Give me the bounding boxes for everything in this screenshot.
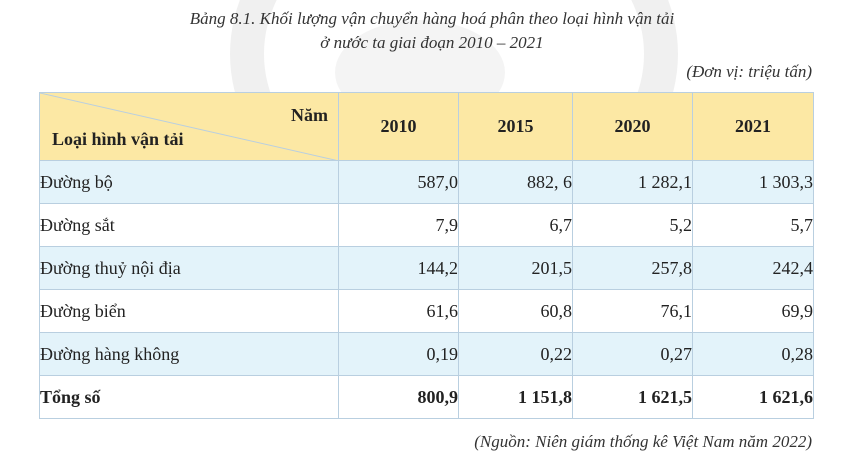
header-year-2010: 2010 bbox=[339, 93, 459, 161]
header-year-2021: 2021 bbox=[693, 93, 814, 161]
table-row bbox=[40, 333, 814, 376]
header-year-label: Năm bbox=[291, 105, 328, 125]
header-corner-cell bbox=[40, 93, 339, 161]
header-year-2020: 2020 bbox=[573, 93, 693, 161]
row-label: Đường bộ bbox=[40, 161, 339, 204]
table-row-total bbox=[40, 376, 814, 419]
cell-value: 0,22 bbox=[459, 333, 573, 376]
cell-value: 1 282,1 bbox=[573, 161, 693, 204]
cell-value: 60,8 bbox=[459, 290, 573, 333]
table-row bbox=[40, 161, 814, 204]
table-row bbox=[40, 204, 814, 247]
row-label: Đường biển bbox=[40, 290, 339, 333]
source-note: (Nguồn: Niên giám thống kê Việt Nam năm 2022) bbox=[474, 432, 812, 451]
table-title-line2: ở nước ta giai đoạn 2010 – 2021 bbox=[320, 33, 544, 52]
freight-table bbox=[39, 92, 814, 419]
cell-value: 61,6 bbox=[339, 290, 459, 333]
cell-value: 6,7 bbox=[459, 204, 573, 247]
cell-value: 882, 6 bbox=[459, 161, 573, 204]
cell-value: 257,8 bbox=[573, 247, 693, 290]
cell-value: 587,0 bbox=[339, 161, 459, 204]
cell-value: 1 621,6 bbox=[693, 376, 814, 419]
table-row bbox=[40, 247, 814, 290]
cell-value: 76,1 bbox=[573, 290, 693, 333]
table-title-line1: Bảng 8.1. Khối lượng vận chuyển hàng hoá phân theo loại hình vận tải bbox=[189, 9, 675, 28]
diagonal-divider bbox=[40, 93, 339, 161]
cell-value: 5,2 bbox=[573, 204, 693, 247]
cell-value: 242,4 bbox=[693, 247, 814, 290]
header-row bbox=[40, 93, 814, 161]
row-label: Tổng số bbox=[40, 376, 339, 419]
cell-value: 1 621,5 bbox=[573, 376, 693, 419]
cell-value: 1 151,8 bbox=[459, 376, 573, 419]
row-label: Đường thuỷ nội địa bbox=[40, 247, 339, 290]
cell-value: 7,9 bbox=[339, 204, 459, 247]
unit-label: (Đơn vị: triệu tấn) bbox=[686, 62, 812, 81]
cell-value: 0,28 bbox=[693, 333, 814, 376]
cell-value: 0,27 bbox=[573, 333, 693, 376]
header-type-label: Loại hình vận tải bbox=[52, 129, 184, 149]
header-year-2015: 2015 bbox=[459, 93, 573, 161]
cell-value: 5,7 bbox=[693, 204, 814, 247]
table-row bbox=[40, 290, 814, 333]
cell-value: 69,9 bbox=[693, 290, 814, 333]
cell-value: 800,9 bbox=[339, 376, 459, 419]
cell-value: 201,5 bbox=[459, 247, 573, 290]
cell-value: 1 303,3 bbox=[693, 161, 814, 204]
row-label: Đường hàng không bbox=[40, 333, 339, 376]
cell-value: 144,2 bbox=[339, 247, 459, 290]
row-label: Đường sắt bbox=[40, 204, 339, 247]
cell-value: 0,19 bbox=[339, 333, 459, 376]
